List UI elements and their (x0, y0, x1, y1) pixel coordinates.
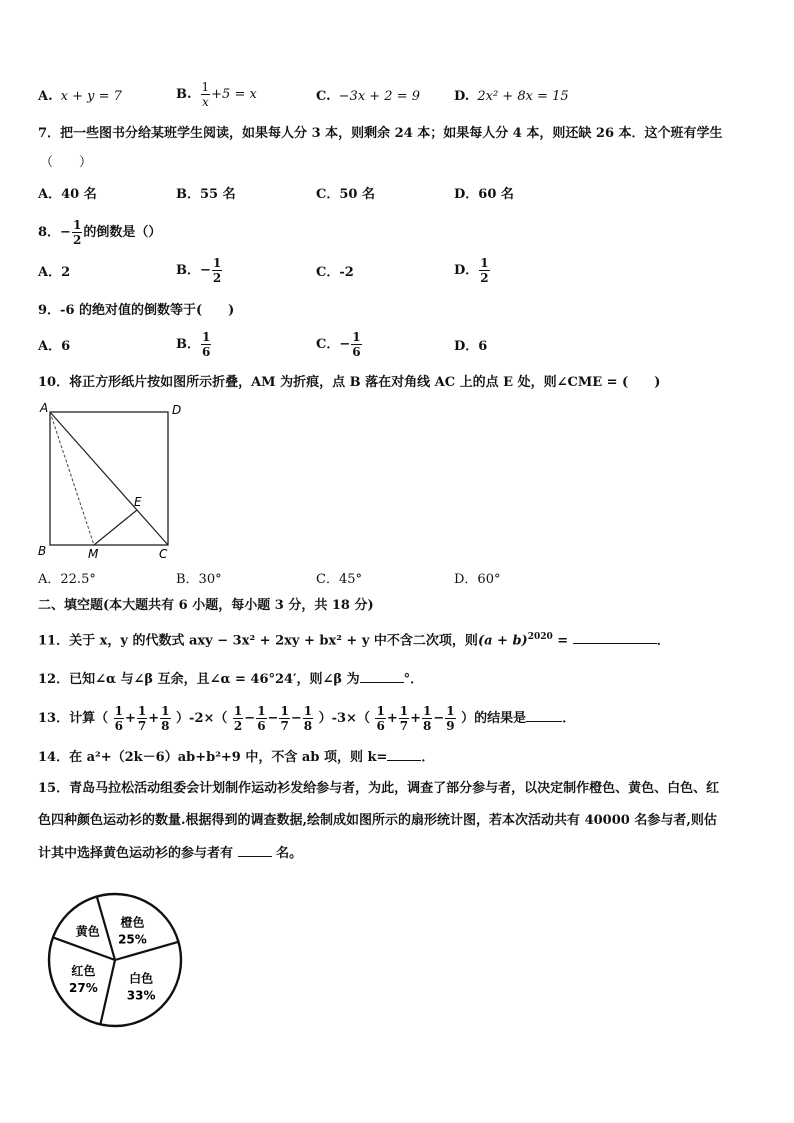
pie-chart (40, 885, 190, 1035)
q10-option-d: D．60° (454, 572, 501, 587)
pie-slice-percent: 27% (69, 981, 98, 996)
option-label: C. (316, 89, 331, 104)
diagonal-ac (50, 412, 168, 545)
pie-slice-label: 黄色 (75, 924, 100, 939)
q8-option-c: C．‐2 (316, 265, 354, 280)
square-fold-figure (34, 400, 194, 562)
option-label: B. (176, 87, 192, 102)
point-c-label: C (159, 547, 168, 561)
option-text: +5 = x (211, 87, 257, 102)
answer-blank[interactable] (387, 748, 421, 761)
answer-blank[interactable] (238, 844, 272, 857)
q8-option-d: D． $\frac{1}{2}$ (454, 256, 489, 285)
pie-slice-label: 橙色 (120, 915, 145, 930)
pie-slice-divider (53, 937, 115, 960)
point-m-label: M (88, 547, 99, 561)
q15-line-2: 色四种颜色运动衫的数量.根据得到的调查数据,绘制成如图所示的扇形统计图，若本次活动共有 40000 名参与者,则估 (38, 813, 717, 828)
q7-option-a: A．40 名 (38, 187, 97, 202)
q10-option-a: A．22.5° (38, 572, 96, 587)
q11-stem: 11．关于 x，y 的代数式 axy − 3x² + 2xy + bx² + y 中不含二次项，则$(a + b)^{2020}$ = ． (38, 632, 670, 649)
q9-option-d: D．6 (454, 339, 488, 354)
q6-option-b (176, 80, 257, 109)
fraction: $\frac{1}{2}$ (72, 218, 82, 247)
pie-slice-label: 红色 (71, 964, 96, 979)
q8-option-a: A．2 (38, 265, 71, 280)
q9-option-c: C．− $\frac{1}{6}$ (316, 330, 361, 359)
option-label: D. (454, 89, 470, 104)
q7-option-d: D．60 名 (454, 187, 514, 202)
pie-slice-percent: 25% (118, 932, 147, 947)
q6-option-d (454, 88, 569, 106)
q14-stem: 14．在 a²+（2k－6）ab+b²+9 中，不含 ab 项，则 k= ． (38, 750, 435, 765)
fraction: $\frac{1}{x}$ (201, 80, 210, 109)
q12-stem: 12．已知∠α 与∠β 互余，且∠α = 46°24′，则∠β 为 °． (38, 672, 424, 687)
q6-option-c (316, 88, 420, 106)
point-d-label: D (172, 403, 182, 417)
segment-me (94, 510, 137, 545)
pie-slice-divider (100, 960, 115, 1024)
q7-option-c: C．50 名 (316, 187, 375, 202)
q6-option-a (38, 88, 122, 106)
answer-blank[interactable] (573, 631, 657, 644)
point-e-label: E (134, 495, 142, 509)
q15-line-3: 计其中选择黄色运动衫的参与者有 名。 (38, 846, 303, 861)
q7-option-b: B．55 名 (176, 187, 236, 202)
q7-paren: （ ） (40, 155, 93, 170)
q15-line-1: 15．青岛马拉松活动组委会计划制作运动衫发给参与者，为此，调查了部分参与者，以决定制作橙色、黄色、白色、红 (38, 781, 720, 796)
q8-option-b: B．− $\frac{1}{2}$ (176, 256, 222, 285)
answer-blank[interactable] (526, 709, 562, 722)
q7-stem: 7．把一些图书分给某班学生阅读，如果每人分 3 本，则剩余 24 本；如果每人分 4 本，则还缺 26 本．这个班有学生 (38, 126, 723, 141)
section-2-heading: 二、填空题(本大题共有 6 小题，每小题 3 分，共 18 分) (38, 598, 374, 613)
q10-stem: 10．将正方形纸片按如图所示折叠，AM 为折痕，点 B 落在对角线 AC 上的点 E 处，则∠CME = ( ) (38, 375, 661, 390)
option-text: −3x + 2 = 9 (338, 89, 421, 104)
answer-blank[interactable] (360, 670, 404, 683)
point-a-label: A (40, 401, 49, 415)
q13-stem: 13．计算（ $\frac{1}{6}$ + $\frac{1}{7}$ + $\frac{1}{8}$ ）-2×（ $\frac{1}{2}$ − $\frac{1}{6}$ − $\frac{1}{7}$ − $\frac{1}{8}$ ）-3×（ $\frac{1}{6}$ + $\frac{1}{7}$ + $\frac{1}{8}$ − $\frac{1}{9}$ ）的结果是 ． (38, 704, 576, 733)
point-b-label: B (38, 544, 47, 558)
crease-am (50, 412, 94, 545)
option-text: x + y = 7 (60, 89, 122, 104)
q10-option-c: C．45° (316, 572, 362, 587)
q9-option-b: B． $\frac{1}{6}$ (176, 330, 211, 359)
q9-option-a: A．6 (38, 339, 71, 354)
option-text: 2x² + 8x = 15 (477, 89, 569, 104)
q10-option-b: B．30° (176, 572, 222, 587)
pie-slice-percent: 33% (126, 988, 156, 1003)
option-label: A. (38, 89, 53, 104)
q9-stem: 9．-6 的绝对值的倒数等于( ) (38, 303, 235, 318)
q8-stem: 8．− $\frac{1}{2}$ 的倒数是（） (38, 218, 162, 247)
pie-slice-label: 白色 (129, 971, 154, 986)
